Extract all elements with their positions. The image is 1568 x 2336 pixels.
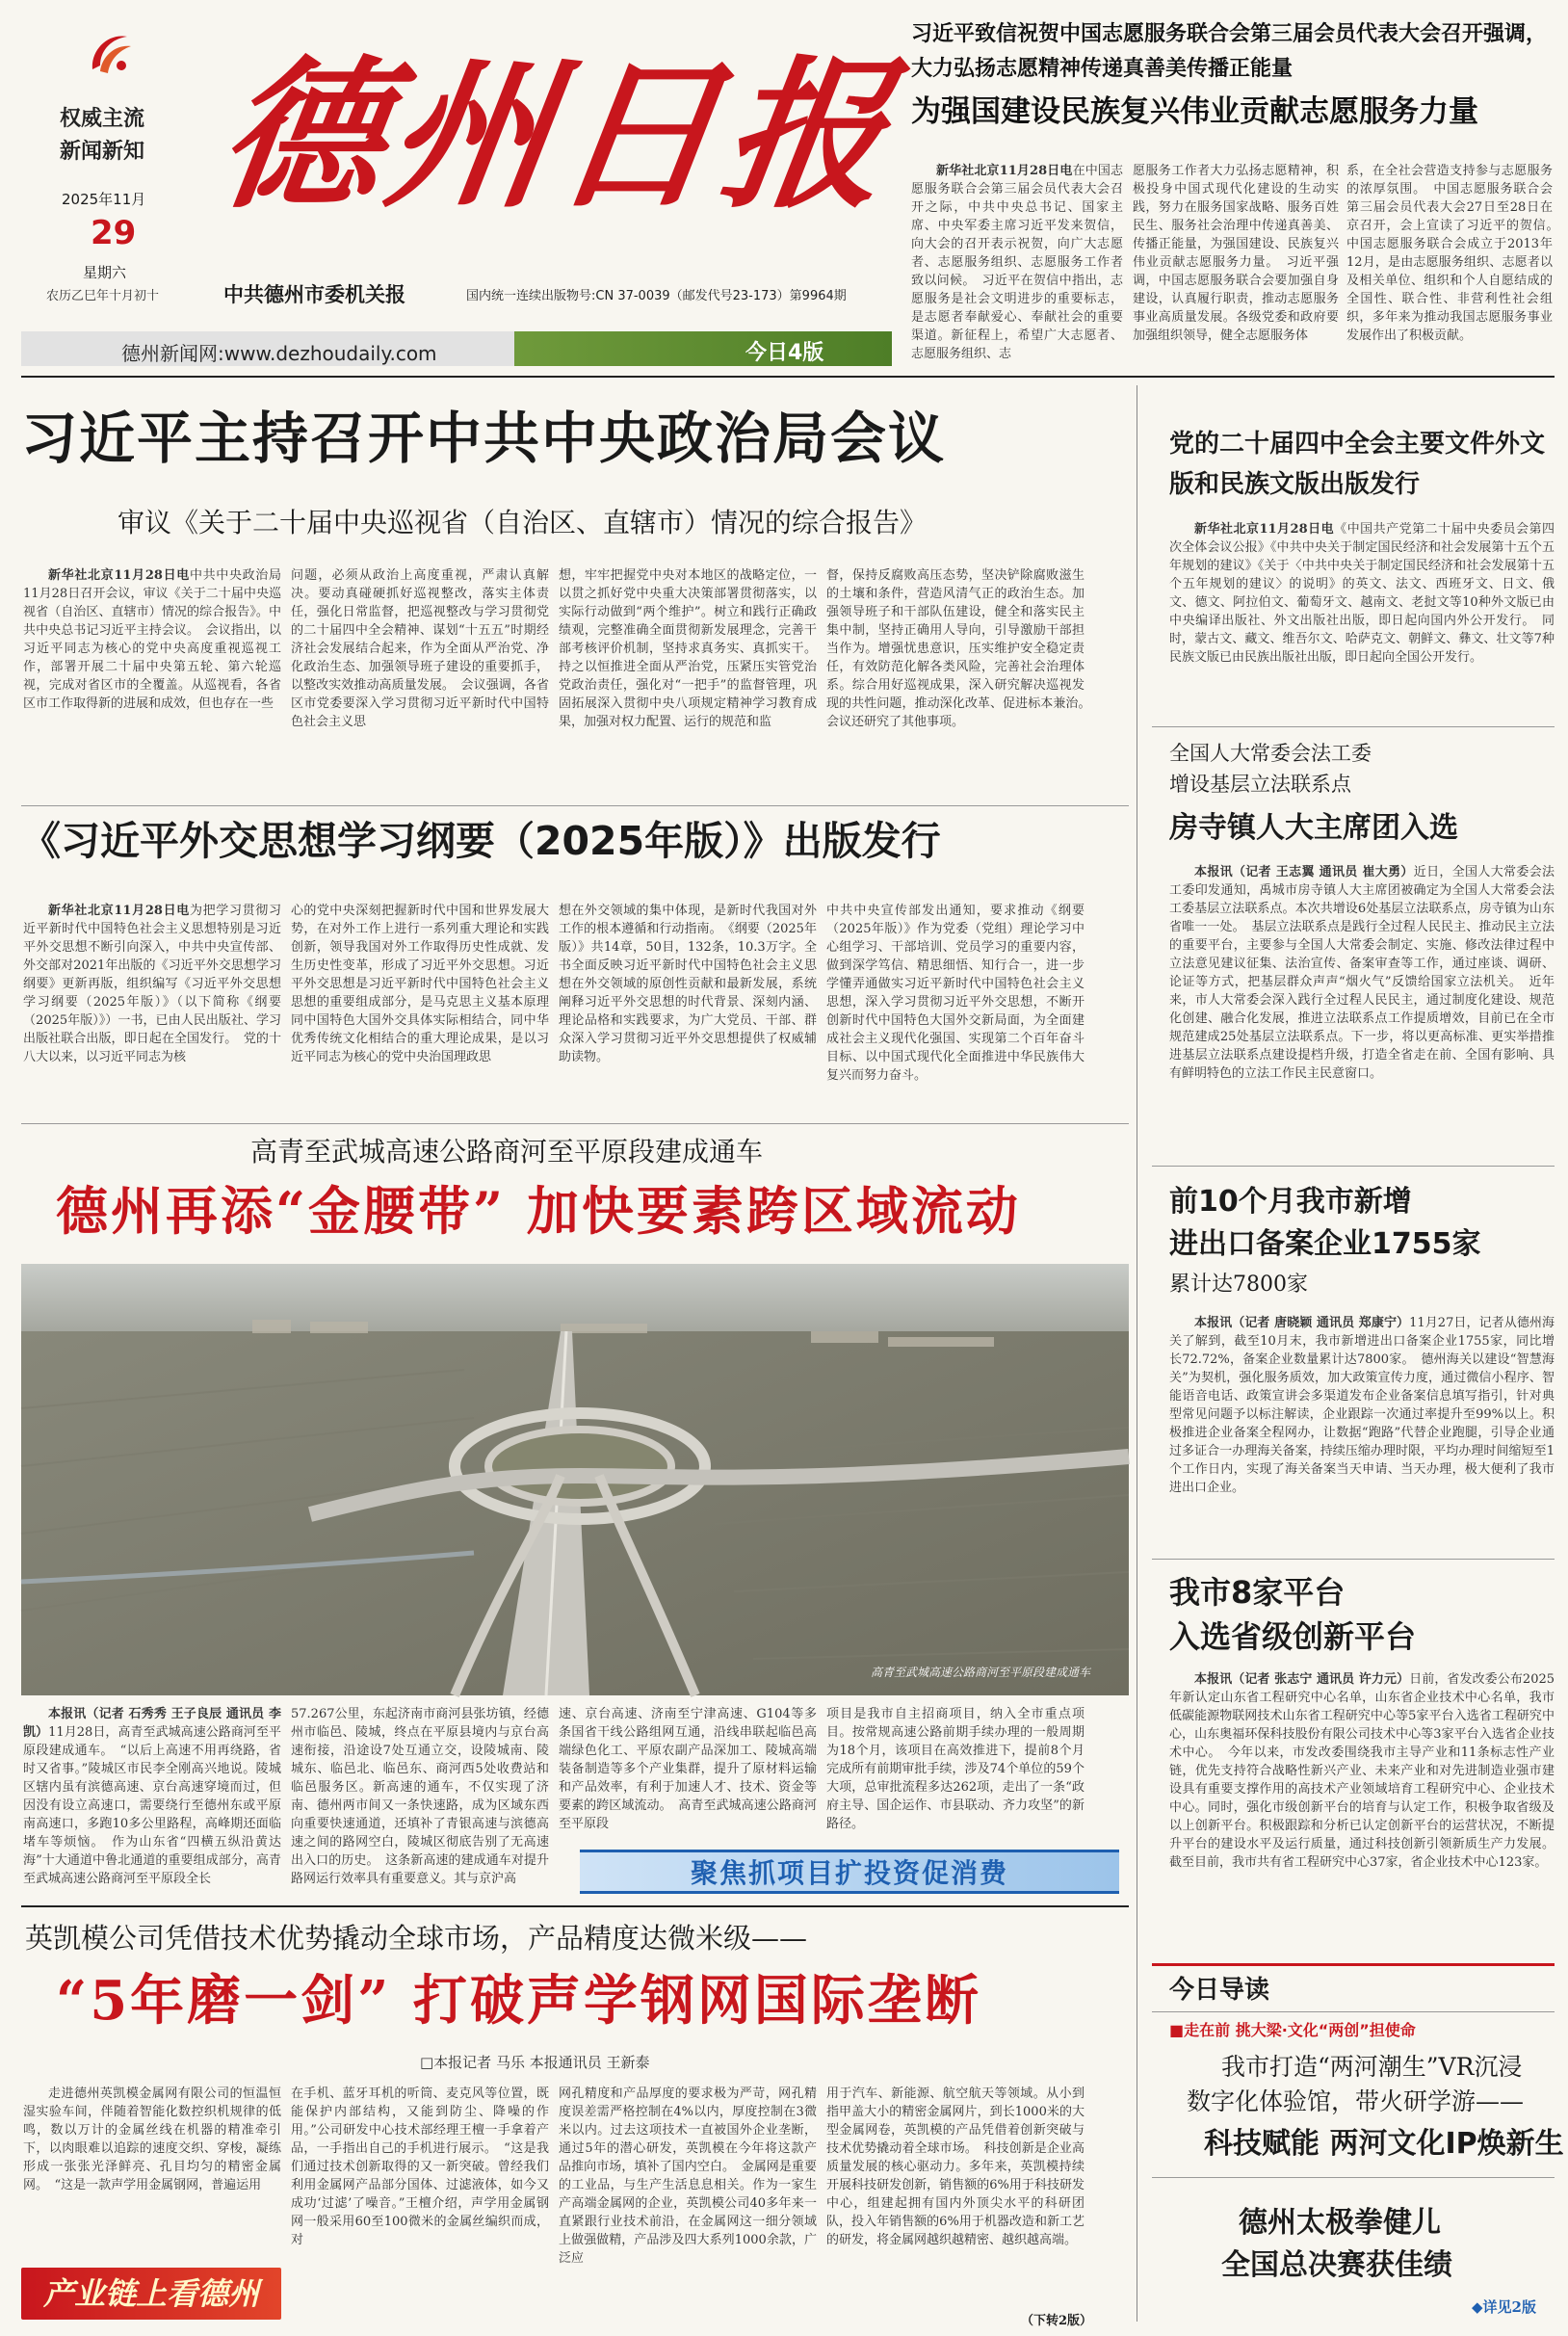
lead-subhead: 审议《关于二十届中央巡视省（自治区、直辖市）情况的综合报告》 (118, 507, 928, 538)
top-story-headline: 为强国建设民族复兴伟业贡献志愿服务力量 (911, 94, 1478, 129)
book-col-2 (291, 902, 549, 1118)
side2-headline: 房寺镇人大主席团入选 (1169, 811, 1458, 845)
divider-side2 (1152, 1166, 1555, 1167)
divider-side3 (1152, 1559, 1555, 1560)
side4-text (1169, 1670, 1555, 1950)
guide-item-1-line-3[interactable]: 科技赋能 两河文化IP焕新生 (1204, 2127, 1564, 2161)
side2-kicker-2: 增设基层立法联系点 (1169, 773, 1351, 796)
company-col-4 (826, 2085, 1085, 2308)
lead-headline: 习近平主持召开中共中央政治局会议 (21, 406, 947, 471)
company-continued: （下转2版） (1021, 2314, 1093, 2328)
lead-col-3 (559, 566, 817, 798)
today-pages-bar (514, 331, 892, 366)
highway-col-2 (291, 1705, 549, 1894)
side3-headline-2: 进出口备案企业1755家 (1169, 1227, 1481, 1261)
side4-byline: 本报讯（记者 张志宁 通讯员 许力元） (1194, 1672, 1410, 1687)
top-story-col-1-text: 在中国志愿服务联合会第三届会员代表大会召开之际，中共中央总书记、国家主席、中央军委主席习近平发来贺信，向大会的召开表示祝贺，向广大志愿者、志愿服务组织、志愿服务工作者致以问候。 习近平在贺信中指出，志愿服务是社会文明进步的重要标志，是志愿者奉献爱心、奉献社会的重要渠道。新征程上，希望广大志愿者、志愿服务组织、志 (911, 164, 1123, 361)
lead-col-2 (291, 566, 549, 798)
side4-headline-2: 入选省级创新平台 (1169, 1618, 1417, 1655)
guide-top-rule (1152, 1963, 1555, 1966)
industry-chain-banner-text: 产业链上看德州 (42, 2275, 259, 2312)
divider-highway (21, 1905, 1129, 1907)
guide-item-2-line-1[interactable]: 德州太极拳健儿 (1239, 2206, 1441, 2240)
divider-lead (21, 805, 1129, 806)
issue-lunar-date: 农历乙巳年十月初十 (46, 289, 160, 303)
website-address: 德州新闻网:www.dezhoudaily.com (121, 342, 437, 365)
side1-body: 《中国共产党第二十届中央委员会第四次全体会议公报》《中共中央关于制定国民经济和社会发展第十五个五年规划的建议》《关于〈中共中央关于制定国民经济和社会发展第十五个五年规划的建议〉的说明》的英文、法文、西班牙文、日文、俄文、德文、阿拉伯文、葡萄牙文、越南文、老挝文等10种外文版已由中央编译出版社、外文出版社出版，即日起向国内外公开发行。 同时，蒙古文、藏文、维吾尔文、哈萨克文、朝鲜文、彝文、壮文等7种民族文版已由民族出版社出版，即日起向全国公开发行。 (1169, 522, 1555, 665)
side3-byline: 本报讯（记者 唐晓颖 通讯员 郑康宁） (1194, 1316, 1410, 1330)
project-campaign-banner (580, 1850, 1119, 1894)
book-col-4 (826, 902, 1085, 1118)
highway-col-1-text: 11月28日，高青至武城高速公路商河至平原段建成通车。 “以后上高速不用再绕路，省时又省事。”陵城区市民李全刚高兴地说。陵城区辖内虽有滨德高速、京台高速穿境而过，但因没有设立高速口，需要绕行至德州东或平原南高速口，多跑10多公里路程，高峰期还面临堵车等烦恼。 作为山东省“四横五纵沿黄达海”十大通道中鲁北通道的重要组成部分，高青至武城高速公路商河至平原段全长 (23, 1725, 281, 1886)
top-story-col-2-text: 愿服务工作者大力弘扬志愿精神，积极投身中国式现代化建设的生动实践，努力在服务国家战略、服务百姓民生、服务社会治理中传递真善美、传播正能量，为强国建设、民族复兴伟业贡献志愿服务力量。 习近平强调，中国志愿服务联合会要加强自身建设，认真履行职责，推动志愿服务事业高质量发展。各级党委和政府要加强组织领导，健全志愿服务体 (1133, 164, 1339, 343)
side3-text (1169, 1314, 1555, 1551)
company-col-1 (23, 2085, 281, 2263)
highway-col-3 (559, 1705, 817, 1850)
company-col-1-text: 走进德州英凯模金属网有限公司的恒温恒湿实验车间，伴随着智能化数控织机规律的低鸣，数以万计的金属丝线在机器的精准牵引下，以肉眼难以追踪的速度交织、穿梭，凝练形成一张张光泽鲜亮、孔目均匀的精密金属网。 “这是一款声学用金属钢网，普遍运用 (23, 2087, 281, 2192)
company-col-3-text: 网孔精度和产品厚度的要求极为严苛，网孔精度误差需严格控制在4%以内，厚度控制在3微米以内。过去这项技术一直被国外企业垄断，通过5年的潜心研发，英凯模在今年将这款产品推向市场，填补了国内空白。 金属网是重要的工业品，与生产生活息息相关。作为一家生产高端金属网的企业，英凯模公司40多年来一直紧跟行业技术前沿，在金属网这一细分领域上做强做精，产品涉及四大系列1000余款，广泛应 (559, 2087, 817, 2266)
side1-dateline: 新华社北京11月28日电 (1194, 522, 1335, 537)
highway-headline: 德州再添“金腰带” 加快要素跨区域流动 (56, 1180, 1021, 1242)
industry-chain-banner (21, 2268, 281, 2320)
side3-headline-1: 前10个月我市新增 (1169, 1185, 1412, 1219)
company-col-3 (559, 2085, 817, 2325)
organ-name: 中共德州市委机关报 (223, 283, 405, 306)
guide-item-1-line-2[interactable]: 数字化体验馆，带火研学游—— (1187, 2087, 1525, 2115)
top-story-col-1 (911, 162, 1123, 359)
guide-item-1-line-1[interactable]: 我市打造“两河潮生”VR沉浸 (1221, 2053, 1523, 2081)
book-col-2-text: 心的党中央深刻把握新时代中国和世界发展大势，在对外工作上进行一系列重大理论和实践创新，领导我国对外工作取得历史性成就、发生历史性变革，形成了习近平外交思想。习近平外交思想是习近平新时代中国特色社会主义思想的重要组成部分，是马克思主义基本原理同中国特色大国外交具体实际相结合，同中华优秀传统文化相结合的重大理论成果，是以习近平同志为核心的党中央治国理政思 (291, 904, 549, 1064)
book-col-1-text: 为把学习贯彻习近平新时代中国特色社会主义思想特别是习近平外交思想不断引向深入，中共中央宣传部、外交部对2021年出版的《习近平外交思想学习纲要》更新再版，组织编写《习近平外交思想学习纲要（2025年版）》（以下简称《纲要（2025年版）》）一书，已由人民出版社、学习出版社联合出版，即日起在全国发行。 党的十八大以来，以习近平同志为核 (23, 904, 281, 1064)
issue-day: 29 (91, 214, 137, 252)
highway-col-4-text: 项目是我市自主招商项目，纳入全市重点项目。按常规高速公路前期手续办理的一般周期为18个月，该项目在高效推进下，提前8个月完成所有前期审批手续，涉及74个单位的59个大项，总审批流程多达262项，走出了一条“政府主导、国企运作、市县联动、齐力攻坚”的新路径。 (826, 1707, 1085, 1831)
top-story-dateline: 新华社北京11月28日电 (936, 164, 1073, 178)
company-col-2 (291, 2085, 549, 2325)
divider-book (21, 1123, 1129, 1124)
side4-headline-1: 我市8家平台 (1169, 1574, 1346, 1611)
company-headline: “5年磨一剑” 打破声学钢网国际垄断 (56, 1969, 981, 2033)
lead-col-2-text: 问题，必须从政治上高度重视，严肃认真解决。要动真碰硬抓好巡视整改，落实主体责任，强化日常监督，把巡视整改与学习贯彻党的二十届四中全会精神、谋划“十五五”时期经济社会发展结合起来，作为全面从严治党、净化政治生态、加强领导班子建设的重要抓手，以整改实效推动高质量发展。 会议强调，各省区市党委要深入学习贯彻习近平新时代中国特色社会主义思 (291, 568, 549, 729)
highway-kicker: 高青至武城高速公路商河至平原段建成通车 (250, 1136, 764, 1168)
today-pages: 今日4版 (745, 341, 824, 365)
lead-dateline: 新华社北京11月28日电 (48, 568, 190, 583)
highway-interchange-image (21, 1264, 1129, 1695)
slogan-line-1: 权威主流 (60, 107, 145, 131)
highway-col-1 (23, 1705, 281, 1894)
book-col-4-text: 中共中央宣传部发出通知，要求推动《纲要（2025年版）》作为党委（党组）理论学习中心组学习、干部培训、党员学习的重要内容，做到深学笃信、精思细悟、知行合一，进一步学懂弄通做实习近平新时代中国特色社会主义思想，深入学习贯彻习近平外交思想，不断开创新时代中国特色大国外交新局面，为全面建成社会主义现代化强国、实现第二个百年奋斗目标、以中国式现代化全面推进中华民族伟大复兴而努力奋斗。 (826, 904, 1085, 1083)
issue-weekday: 星期六 (83, 264, 127, 281)
book-dateline: 新华社北京11月28日电 (48, 904, 190, 918)
book-headline: 《习近平外交思想学习纲要（2025年版）》出版发行 (21, 818, 941, 864)
side1-headline: 党的二十届四中全会主要文件外文版和民族文版出版发行 (1169, 430, 1546, 499)
guide-item-1-kicker: ■走在前 挑大梁·文化“两创”担使命 (1169, 2021, 1416, 2039)
newspaper-title: 德州日报 (208, 39, 905, 230)
side3-subhead: 累计达7800家 (1169, 1273, 1308, 1297)
guide-item-2-line-2[interactable]: 全国总决赛获佳绩 (1221, 2248, 1452, 2282)
top-story-col-3-text: 系，在全社会营造支持参与志愿服务的浓厚氛围。 中国志愿服务联合会第三届会员代表大会27日至28日在京召开，会上宣读了习近平的贺信。 中国志愿服务联合会成立于2013年12月，是由志愿服务组织、志愿者以及相关单位、组织和个人自愿结成的全国性、联合性、非营利性社会组织，多年来为推动我国志愿服务事业发展作出了积极贡献。 (1346, 164, 1566, 343)
company-col-2-text: 在手机、蓝牙耳机的听筒、麦克风等位置，既能保护内部结构，又能到防尘、降噪的作用。”公司研发中心技术部经理王檀一手拿着产品，一手指出自己的手机进行展示。 “这是我们通过技术创新取得的又一新突破。曾经我们利用金属网产品部分国体、过滤液体，如今又成功‘过滤’了噪音。”王檀介绍，声学用金属钢网一般采用60至100微米的金属丝编织而成，对 (291, 2087, 549, 2247)
book-col-1 (23, 902, 281, 1118)
side2-body: 近日，全国人大常委会法工委印发通知，禹城市房寺镇人大主席团被确定为全国人大常委会法工委基层立法联系点。本次共增设6处基层立法联系点，房寺镇为山东省唯一一处。 基层立法联系点是践行全过程人民民主、推动民主立法的重要平台，主要参与全国人大常委会制定、实施、修改法律过程中立法意见建议征集、法治宣传、备案审查等工作，通过座谈、调研、论证等方式，把基层群众声声“烟火气”反馈给国家立法机关。 近年来，市人大常委会深入践行全过程人民民主，通过制度化建设、规范化创建、融合化发展，推进立法联系点工作提质增效，目前已在全市规范建成25处基层立法联系点。下一步，将以更高标准、更实举措推进基层立法联系点建设提档升级，打造全省走在前、全国有影响、具有鲜明特色的立法工作民主民意窗口。 (1169, 865, 1555, 1081)
side3-body: 11月27日，记者从德州海关了解到，截至10月末，我市新增进出口备案企业1755家，同比增长72.72%，备案企业数量累计达7800家。 德州海关以建设“智慧海关”为契机，强化服务质效，加大政策宣传力度，通过微信小程序、智能语音电话、政策宣讲会多渠道发布企业备案信息填写指引，针对典型常见问题予以标注解读，企业跟踪一次通过率提升至99%以上。积极推进企业备案全程网办，让数据“跑路”代替企业跑腿，引导企业通过多证合一办理海关备案，持续压缩办理时限，平均办理时间缩短至1个工作日内，实现了海关备案当天申请、当天办理，极大便利了我市进出口企业。 (1169, 1316, 1555, 1495)
book-col-3 (559, 902, 817, 1118)
highway-byline: 本报讯（记者 石秀秀 王子良辰 通讯员 李凯） (23, 1707, 281, 1740)
top-story-col-3 (1346, 162, 1566, 359)
highway-aerial-photo (21, 1264, 1129, 1695)
divider-side1 (1152, 726, 1555, 727)
side4-body: 日前，省发改委公布2025年新认定山东省工程研究中心名单，山东省企业技术中心名单，我市低碳能源物联网技术山东省工程研究中心等5家平台入选省工程研究中心，山东奥福环保科技股份有限公司技术中心等3家平台入选省企业技术中心。 今年以来，市发改委围绕我市主导产业和11条标志性产业链，优先支持符合战略性新兴产业、未来产业和对先进制造业强市建设具有重要支撑作用的高技术产业领域培育工程研究中心、企业技术中心。同时，强化市级创新平台的培育与认定工作，积极争取省级及以上创新平台。积极跟踪和分析已认定创新平台的运营状况，不断提升平台的建设水平及运行质量，通过科技创新引领新质生产力发展。截至目前，我市共有省工程研究中心37家，省企业技术中心123家。 (1169, 1672, 1555, 1870)
highway-col-2-text: 57.267公里，东起济南市商河县张坊镇，经德州市临邑、陵城，终点在平原县境内与京台高速衔接，沿途设7处互通立交，设陵城南、陵城东、临邑北、临邑东、商河西5处收费站和临邑服务区。新高速的通车，不仅实现了济南、德州两市间又一条快速路，成为区域东西向重要快速通道，还填补了青银高速与滨德高速之间的路网空白，陵城区彻底告别了无高速出入口的历史。 这条新高速的建成通车对提升路网运行效率具有重要意义。其与京沪高 (291, 1707, 549, 1886)
lead-col-1 (23, 566, 281, 798)
side2-byline: 本报讯（记者 王志翼 通讯员 崔大勇） (1194, 865, 1414, 879)
lead-col-4 (826, 566, 1098, 798)
newspaper-logo-icon (83, 27, 135, 79)
side1-text (1169, 520, 1555, 711)
highway-photo-caption: 高青至武城高速公路商河至平原段建成通车 (870, 1666, 1090, 1679)
highway-col-4 (826, 1705, 1085, 1850)
slogan-line-2: 新闻新知 (60, 140, 145, 164)
side2-text (1169, 863, 1555, 1152)
top-story-col-2 (1133, 162, 1339, 359)
lead-col-3-text: 想，牢牢把握党中央对本地区的战略定位，一以贯之抓好党中央重大决策部署贯彻落实，以实际行动做到“两个维护”。树立和践行正确政绩观，完整准确全面贯彻新发展理念，完善干部考核评价机制，坚持求真务实、真抓实干。持之以恒推进全面从严治党，压紧压实管党治党政治责任，强化对“一把手”的监督管理，巩固拓展深入贯彻中央八项规定精神学习教育成果，加强对权力配置、运行的规范和监 (559, 568, 817, 729)
divider-under-masthead (21, 376, 1555, 378)
top-story-kicker: 习近平致信祝贺中国志愿服务联合会第三届会员代表大会召开强调，大力弘扬志愿精神传递真善美传播正能量 (911, 22, 1548, 81)
guide-divider (1152, 2177, 1555, 2178)
guide-title: 今日导读 (1169, 1976, 1270, 2005)
lead-col-4-text: 督，保持反腐败高压态势，坚决铲除腐败滋生的土壤和条件，营造风清气正的政治生态。加强领导班子和干部队伍建设，健全和落实民主集中制，坚持正确用人导向，引导激励干部担当作为。增强忧患意识，压实维护安全稳定责任，有效防范化解各类风险，完善社会治理体系。综合用好巡视成果，深入研究解决巡视发现的共性问题，推动深化改革、促进标本兼治。 会议还研究了其他事项。 (826, 568, 1098, 729)
masthead (0, 0, 905, 366)
issue-year-month: 2025年11月 (62, 191, 146, 208)
lead-col-1-text: 中共中央政治局11月28日召开会议，审议《关于二十届中央巡视省（自治区、直辖市）情况的综合报告》。中共中央总书记习近平主持会议。 会议指出，以习近平同志为核心的党中央高度重视巡视工作，部署开展二十届中央第五轮、第六轮巡视，完成对省区市的全覆盖。从巡视看，各省区市工作取得新的进展和成效，但也存在一些 (23, 568, 281, 711)
book-col-3-text: 想在外交领域的集中体现，是新时代我国对外工作的根本遵循和行动指南。 《纲要（2025年版）》共14章，50目，132条，10.3万字。全书全面反映习近平新时代中国特色社会主义思想在外交领域的原创性贡献和最新发展，系统阐释习近平外交思想的时代背景、深刻内涵、理论品格和实践要求，为广大党员、干部、群众深入学习贯彻习近平外交思想提供了权威辅助读物。 (559, 904, 817, 1064)
guide-item-2-more-link[interactable]: ◆详见2版 (1472, 2298, 1536, 2316)
project-campaign-banner-text: 聚焦抓项目扩投资促消费 (690, 1857, 1008, 1889)
company-kicker: 英凯模公司凭借技术优势撬动全球市场，产品精度达微米级—— (25, 1922, 808, 1955)
side2-kicker-1: 全国人大常委会法工委 (1169, 742, 1372, 765)
highway-col-3-text: 速、京台高速、济南至宁津高速、G104等多条国省干线公路组网互通，沿线串联起临邑高端绿色化工、平原农副产品深加工、陵城高端装备制造等多个产业集群，提升了原材料运输和产品效率，有利于加速人才、技术、资金等要素的跨区域流动。 高青至武城高速公路商河至平原段 (559, 1707, 817, 1831)
serial-number: 国内统一连续出版物号:CN 37-0039（邮发代号23-173）第9964期 (466, 289, 847, 303)
company-byline: □本报记者 马乐 本报通讯员 王新泰 (420, 2054, 650, 2071)
guide-title-rule (1152, 2011, 1555, 2012)
company-col-4-text: 用于汽车、新能源、航空航天等领域。从小到指甲盖大小的精密金属网片，到长1000米的大型金属网卷，英凯模的产品凭借着创新突破与技术优势撬动着全球市场。 科技创新是企业高质量发展的核心驱动力。多年来，英凯模持续开展科技研发创新，销售额的6%用于科技研发中心，组建起拥有国内外顶尖水平的科研团队，投入年销售额的6%用于机器改造和新工艺的研发，将金属网越织越精密、越织越高端。 (826, 2087, 1085, 2247)
